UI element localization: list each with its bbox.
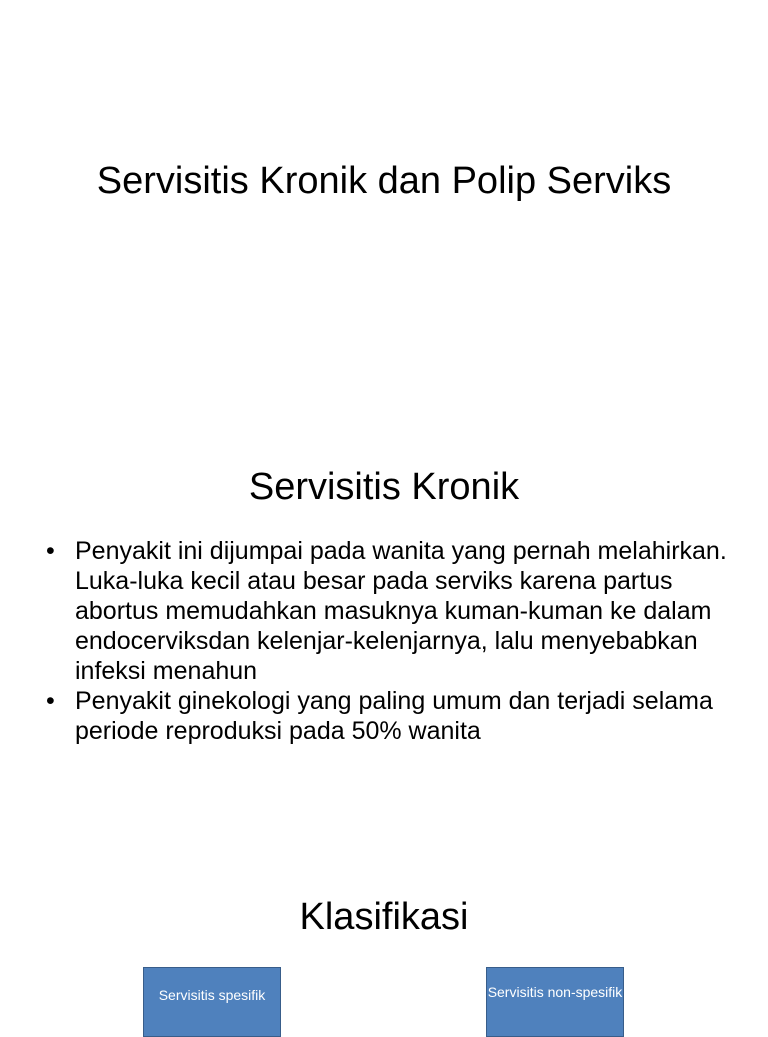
bullet-list: [44, 536, 744, 746]
slide-title: Servisitis Kronik dan Polip Serviks: [96, 160, 672, 202]
box-servisitis-spesifik: Servisitis spesifik: [143, 967, 281, 1037]
classification-heading: Klasifikasi: [299, 896, 469, 938]
section-heading: Servisitis Kronik: [248, 466, 520, 508]
bullet-item: • Penyakit ginekologi yang paling umum dan terjadi selama periode reproduksi pada 50% wanita: [44, 686, 744, 746]
bullet-item: • Penyakit ini dijumpai pada wanita yang pernah melahirkan. Luka-luka kecil atau besar pada serviks karena partus abortus memudahkan masuknya kuman-kuman ke dalam endocerviksdan kelenjar-kelenjarnya, lalu menyebabkan infeksi menahun: [44, 536, 744, 686]
box-servisitis-non-spesifik: Servisitis non-spesifik: [486, 967, 624, 1037]
